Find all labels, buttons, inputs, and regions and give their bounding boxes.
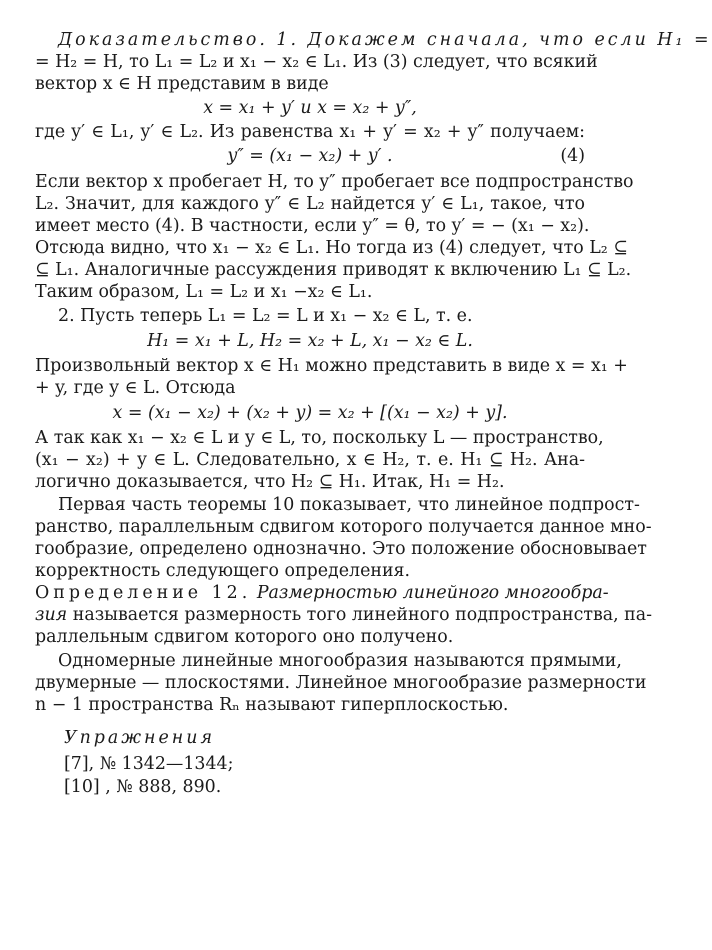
text-line: Произвольный вектор x ∈ H₁ можно представить в виде x = x₁ + (35, 356, 628, 376)
text-line: гообразие, определено однозначно. Это положение обосновывает (35, 539, 647, 559)
formula-line: x = (x₁ − x₂) + (x₂ + y) = x₂ + [(x₁ − x₂) + y]. (112, 403, 508, 423)
text-line: = H₂ = H, то L₁ = L₂ и x₁ − x₂ ∈ L₁. Из (3) следует, что всякий (35, 52, 598, 72)
proof-heading: Доказательство. 1. Докажем сначала, что если H₁ = (58, 30, 712, 50)
text-line: Если вектор x пробегает H, то y″ пробегает все подпространство (35, 172, 634, 192)
text-line: имеет место (4). В частности, если y″ = θ, то y′ = − (x₁ − x₂). (35, 216, 590, 236)
text-line: 2. Пусть теперь L₁ = L₂ = L и x₁ − x₂ ∈ L, т. е. (58, 306, 473, 326)
formula-line: x = x₁ + y′ и x = x₂ + y″, (203, 98, 417, 118)
definition-line (35, 604, 652, 626)
definition-text: называется размерность того линейного подпространства, па- (72, 605, 652, 625)
text-line: + y, где y ∈ L. Отсюда (35, 378, 236, 398)
text-line: ранство, параллельным сдвигом которого получается данное мно- (35, 517, 652, 537)
text-line: вектор x ∈ H представим в виде (35, 74, 329, 94)
formula-line (35, 145, 585, 167)
text-line: Одномерные линейные многообразия называются прямыми, (58, 651, 622, 671)
formula-line: H₁ = x₁ + L, H₂ = x₂ + L, x₁ − x₂ ∈ L. (147, 331, 473, 351)
equation-number: (4) (560, 146, 585, 166)
exercises-heading: Упражнения (64, 728, 215, 748)
definition-heading: Определение 12. (35, 583, 252, 603)
text-line: Отсюда видно, что x₁ − x₂ ∈ L₁. Но тогда из (4) следует, что L₂ ⊆ (35, 238, 628, 258)
text-line: А так как x₁ − x₂ ∈ L и y ∈ L, то, поскольку L — пространство, (35, 428, 604, 448)
definition-term-end: зия (35, 605, 68, 625)
definition-term: Размерностью линейного многообра- (256, 583, 609, 603)
exercise-ref: [10] , № 888, 890. (64, 777, 222, 797)
text-line: Таким образом, L₁ = L₂ и x₁ −x₂ ∈ L₁. (35, 282, 373, 302)
text-line: корректность следующего определения. (35, 561, 411, 581)
exercise-ref: [7], № 1342—1344; (64, 754, 234, 774)
text-line: где y′ ∈ L₁, y′ ∈ L₂. Из равенства x₁ + y′ = x₂ + y″ получаем: (35, 122, 585, 142)
text-line: двумерные — плоскостями. Линейное многообразие размерности (35, 673, 647, 693)
text-line: n − 1 пространства Rₙ называют гиперплоскостью. (35, 695, 509, 715)
text-line: L₂. Значит, для каждого y″ ∈ L₂ найдется y′ ∈ L₁, такое, что (35, 194, 585, 214)
text-line: Первая часть теоремы 10 показывает, что линейное подпрост- (58, 495, 640, 515)
definition-line (35, 582, 609, 604)
text-line: логично доказывается, что H₂ ⊆ H₁. Итак, H₁ = H₂. (35, 472, 505, 492)
equation-4: y″ = (x₁ − x₂) + y′ . (227, 146, 393, 166)
text-line: ⊆ L₁. Аналогичные рассуждения приводят к включению L₁ ⊆ L₂. (35, 260, 632, 280)
text-line: (x₁ − x₂) + y ∈ L. Следовательно, x ∈ H₂, т. е. H₁ ⊆ H₂. Ана- (35, 450, 585, 470)
text-line: раллельным сдвигом которого оно получено. (35, 627, 454, 647)
text-line (58, 29, 712, 51)
